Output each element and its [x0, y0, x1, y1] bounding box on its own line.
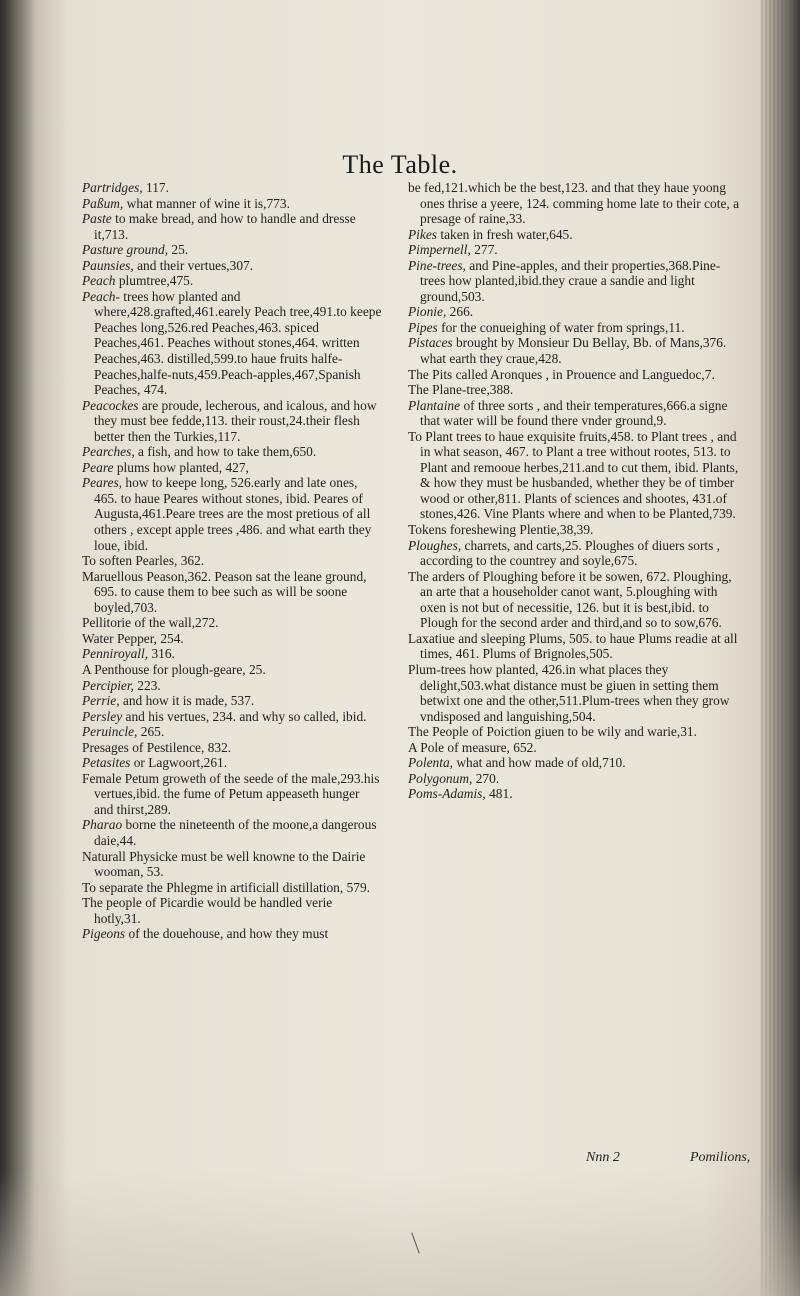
entry-headword: Pistaces [408, 335, 453, 351]
entry-text: Maruellous Peason,362. Peason sat the leane ground, 695. to cause them to bee such as will be soone boyled,703. [82, 568, 367, 615]
index-entry [82, 755, 382, 771]
entry-headword: Penniroyall, [82, 646, 149, 662]
index-entry [408, 740, 740, 756]
index-entry [82, 242, 382, 258]
entry-headword: Pharao [82, 817, 123, 833]
entry-text: The arders of Ploughing before it be sowen, 672. Ploughing, an arte that a householder canot want, 5.ploughing with oxen is not but of necessitie, 126. but it is best,ibid. to Plough for the second arder and third,and so to sow,676. [408, 568, 732, 631]
index-entry [408, 367, 740, 383]
entry-headword: Peacockes [82, 397, 139, 413]
entry-text: Water Pepper, 254. [82, 630, 184, 646]
entry-text: Female Petum groweth of the seede of the male,293.his vertues,ibid. the fume of Petum appeaseth hunger and thirst,289. [82, 770, 380, 817]
entry-text: 270. [475, 770, 500, 786]
entry-text: and his vertues, 234. and why so called, ibid. [125, 708, 367, 724]
entry-text: Presages of Pestilence, 832. [82, 739, 232, 755]
entry-text: or Lagwoort,261. [133, 755, 228, 771]
entry-text: 481. [489, 786, 513, 802]
index-entry [82, 849, 382, 880]
entry-headword: Pigeons [82, 926, 126, 942]
entry-text: 265. [140, 724, 165, 740]
entry-text: Laxatiue and sleeping Plums, 505. to haue Plums readie at all times, 461. Plums of Brignoles,505. [408, 630, 738, 662]
entry-text: be fed,121.which be the best,123. and that they haue yoong ones thrise a yeere, 124. comming home late to their cote, a presage of raine,33. [408, 180, 740, 227]
entry-text: The People of Poiction giuen to be wily and warie,31. [408, 724, 697, 740]
index-entry [82, 631, 382, 647]
entry-text: for the conueighing of water from springs,11. [441, 319, 685, 335]
index-entry [408, 320, 740, 336]
entry-text: how to keepe long, 526.early and late ones, 465. to haue Peares without stones, ibid. Peares of Augusta,461.Peare trees are the most pretious of all others , except apple trees ,486. and what earth they loue, ibid. [94, 475, 372, 553]
index-column-left [82, 180, 382, 942]
binding-shadow [0, 0, 34, 1296]
index-entry [82, 273, 382, 289]
entry-text: The Pits called Aronques , in Prouence and Languedoc,7. [408, 366, 715, 382]
index-entry [408, 569, 740, 631]
entry-headword: Petasites [82, 755, 131, 771]
entry-headword: Peach- [82, 288, 120, 304]
index-entry [82, 709, 382, 725]
entry-text: and how it is made, 537. [122, 693, 255, 709]
index-entry [82, 693, 382, 709]
index-entry [408, 771, 740, 787]
index-entry [82, 553, 382, 569]
entry-headword: Partridges, [82, 180, 143, 195]
index-entry [408, 382, 740, 398]
entry-headword: Pine-trees, [408, 257, 466, 273]
index-entry [82, 740, 382, 756]
index-entry [82, 646, 382, 662]
signature-mark: Nnn 2 [586, 1150, 620, 1165]
entry-text: a fish, and how to take them,650. [138, 444, 317, 460]
index-entry [82, 196, 382, 212]
index-entry [408, 755, 740, 771]
index-entry [82, 180, 382, 196]
index-entry [82, 926, 382, 942]
entry-headword: Polygonum, [408, 770, 473, 786]
entry-headword: Peruincle, [82, 724, 138, 740]
entry-text: A Pole of measure, 652. [408, 739, 537, 755]
entry-text: 117. [146, 180, 169, 195]
catchword: Pomilions, [690, 1150, 751, 1165]
index-entry [82, 895, 382, 926]
entry-headword: Poms-Adamis, [408, 786, 486, 802]
index-entry [82, 258, 382, 274]
index-entry [408, 662, 740, 724]
index-entry [82, 475, 382, 553]
entry-headword: Pimpernell, [408, 242, 471, 258]
entry-text: Plum-trees how planted, 426.in what places they delight,503.what distance must be giuen in setting them betwixt one and the other,511.Plum-trees when they grow vndisposed and languishing,504. [408, 661, 730, 724]
index-entry [82, 880, 382, 896]
entry-text: To soften Pearles, 362. [82, 553, 205, 569]
index-entry [82, 444, 382, 460]
entry-headword: Pionie, [408, 304, 447, 320]
index-entry [82, 724, 382, 740]
index-entry [82, 678, 382, 694]
index-entry [408, 242, 740, 258]
index-entry [408, 724, 740, 740]
entry-text: Tokens foreshewing Plentie,38,39. [408, 522, 594, 538]
entry-text: what and how made of old,710. [456, 755, 626, 771]
index-entry [82, 398, 382, 445]
entry-text: Pellitorie of the wall,272. [82, 615, 219, 631]
entry-text: 277. [474, 242, 498, 258]
entry-headword: Percipier, [82, 677, 134, 693]
entry-text: 25. [171, 242, 189, 258]
entry-text: borne the nineteenth of the moone,a dangerous daie,44. [94, 817, 377, 848]
entry-text: The people of Picardie would be handled verie hotly,31. [82, 895, 333, 926]
entry-text: to make bread, and how to handle and dresse it,713. [94, 211, 356, 242]
page-bottom-shade [0, 1170, 800, 1296]
entry-headword: Paunsies, [82, 257, 134, 273]
entry-text: of the douehouse, and how they must [128, 926, 329, 942]
entry-headword: Perrie, [82, 693, 120, 709]
index-entry [408, 429, 740, 522]
entry-headword: Pearches, [82, 444, 135, 460]
entry-text: charrets, and carts,25. Ploughes of diuers sorts , according to the countrey and soyle,675. [420, 537, 721, 569]
entry-headword: Pikes [408, 226, 437, 242]
entry-headword: Pipes [408, 319, 438, 335]
index-entry [82, 662, 382, 678]
index-entry [408, 522, 740, 538]
index-entry [408, 786, 740, 802]
entry-headword: Ploughes, [408, 537, 462, 553]
entry-text: brought by Monsieur Du Bellay, Bb. of Mans,376. what earth they craue,428. [420, 335, 727, 367]
index-entry [408, 631, 740, 662]
entry-text: To separate the Phlegme in artificiall distillation, 579. [82, 879, 371, 895]
entry-headword: Polenta, [408, 755, 453, 771]
index-entry [82, 771, 382, 818]
index-entry [408, 538, 740, 569]
page-title: The Table. [342, 150, 458, 179]
index-entry [408, 258, 740, 305]
entry-text: plumtree,475. [118, 273, 194, 289]
index-entry [82, 211, 382, 242]
entry-text: Naturall Physicke must be well knowne to the Dairie wooman, 53. [82, 848, 366, 880]
index-column-right [408, 180, 740, 802]
page-edges [760, 0, 800, 1296]
index-entry [408, 227, 740, 243]
entry-text: 316. [151, 646, 175, 662]
entry-headword: Peares, [82, 475, 123, 491]
index-entry [82, 460, 382, 476]
index-entry [408, 335, 740, 366]
entry-text: 266. [449, 304, 474, 320]
entry-headword: Paste [82, 211, 112, 227]
index-entry [408, 398, 740, 429]
entry-text: what manner of wine it is,773. [126, 195, 290, 211]
entry-text: The Plane-tree,388. [408, 382, 514, 398]
entry-headword: Paßum, [82, 195, 124, 211]
index-entry [82, 615, 382, 631]
index-entry [82, 289, 382, 398]
entry-headword: Plantaine [408, 397, 461, 413]
entry-text: of three sorts , and their temperatures,666.a signe that water will be found there vnder ground,9. [420, 397, 728, 429]
entry-text: A Penthouse for plough-geare, 25. [82, 661, 266, 677]
entry-headword: Peare [82, 459, 114, 475]
entry-text: and their vertues,307. [137, 257, 254, 273]
index-entry [82, 569, 382, 616]
entry-text: and Pine-apples, and their properties,368.Pine-trees how planted,ibid.they craue a sandie and light ground,503. [420, 257, 721, 304]
index-entry [408, 304, 740, 320]
entry-text: trees how planted and where,428.grafted,461.earely Peach tree,491.to keepe Peaches long,526.red Peaches,463. spiced Peaches,461. Peaches without stones,464. written Peaches,463. distilled,599.to haue fruits halfe-Peaches,halfe-nuts,459.Peach-apples,467,Spanish Peaches, 474. [94, 288, 382, 398]
entry-headword: Persley [82, 708, 123, 724]
entry-text: are proude, lecherous, and icalous, and how they must bee fedde,113. their roust,24.their flesh better then the Turkies,117. [94, 397, 377, 444]
entry-text: 223. [137, 677, 161, 693]
index-entry [82, 817, 382, 848]
entry-text: To Plant trees to haue exquisite fruits,458. to Plant trees , and in what season, 467. to Plant a tree without rootes, 513. to Plant and remooue herbes,211.and to cut them, ibid. Plants, & how they must be husbanded, whether they be of timber wood or other,811. Plants of sciences and shootes, 431.of stones,426. Vine Plants where and when to be Planted,739. [408, 428, 739, 522]
entry-headword: Peach [82, 273, 116, 289]
entry-text: plums how planted, 427, [116, 459, 249, 475]
entry-headword: Pasture ground, [82, 242, 169, 258]
index-entry [408, 180, 740, 227]
entry-text: taken in fresh water,645. [440, 226, 573, 242]
